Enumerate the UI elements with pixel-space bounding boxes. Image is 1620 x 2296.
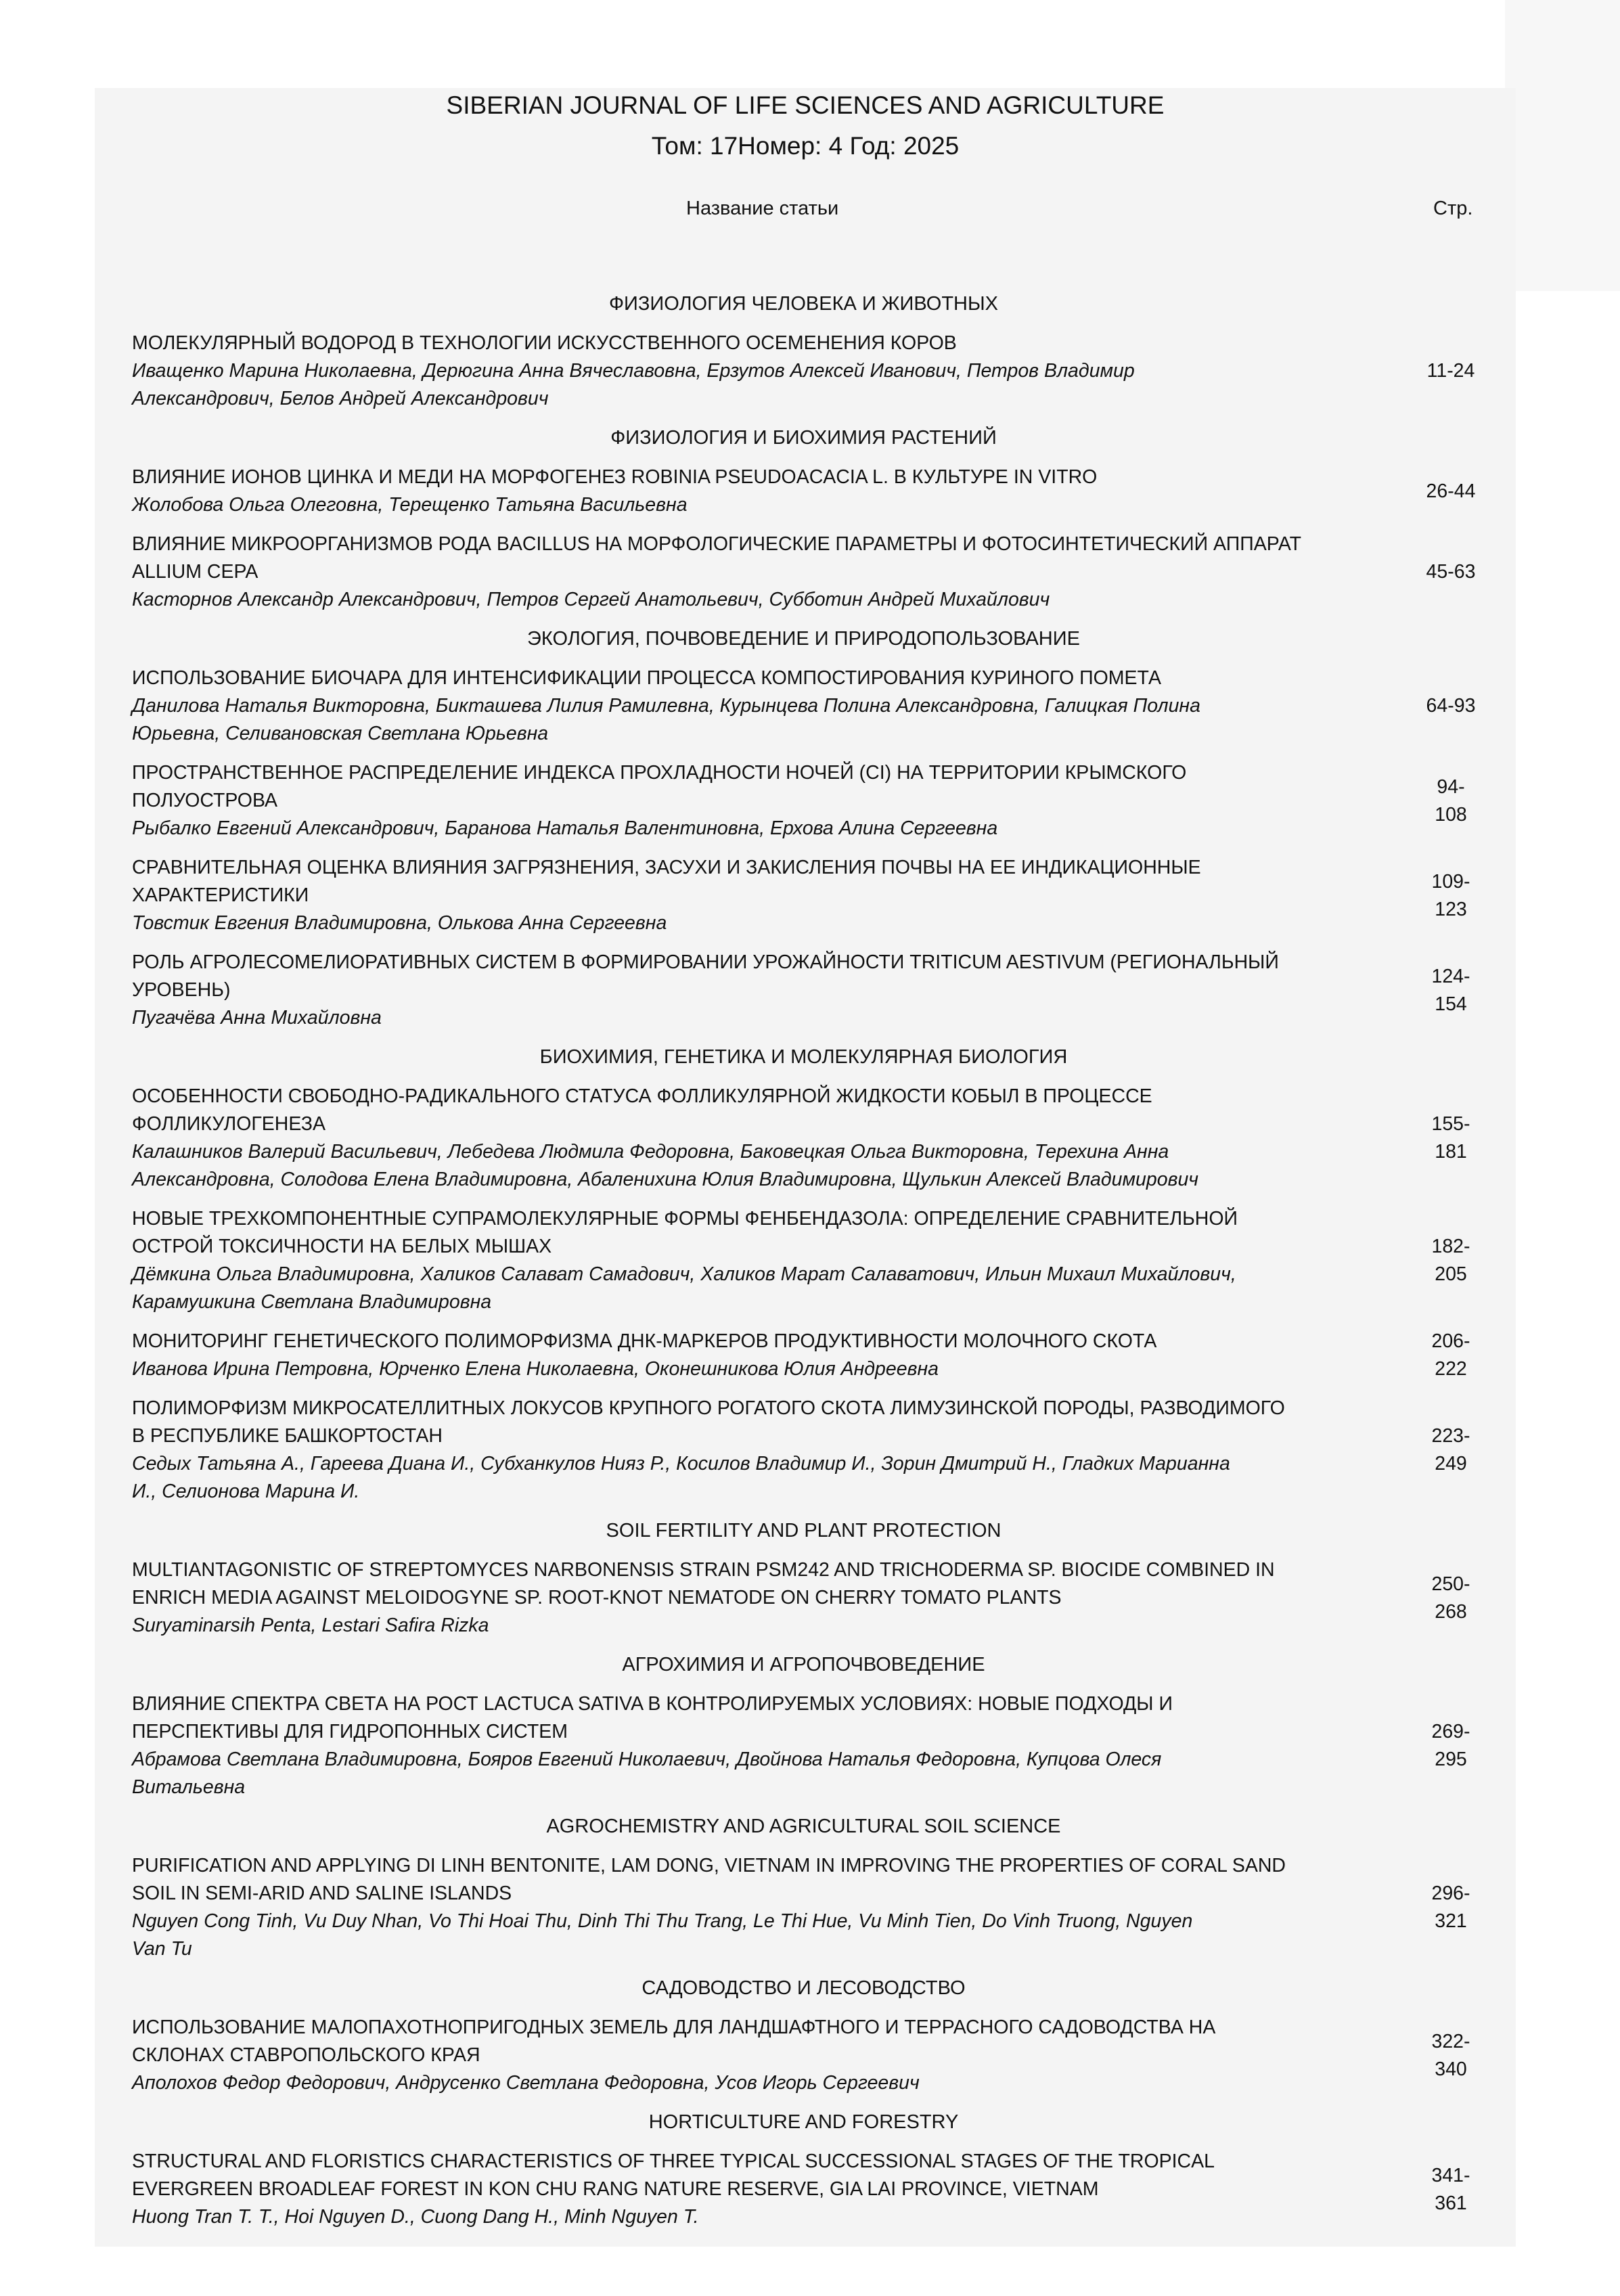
article-info — [132, 1690, 1411, 1801]
article-authors: Аполохов Федор Федорович, Андрусенко Светлана Федоровна, Усов Игорь Сергеевич — [132, 2072, 920, 2094]
article-entry[interactable] — [132, 1395, 1489, 1506]
article-pages: 109-123 — [1431, 870, 1470, 920]
article-authors: И., Селионова Марина И. — [132, 1481, 360, 1502]
article-entry[interactable] — [132, 1690, 1489, 1801]
article-info — [132, 464, 1411, 519]
journal-title: SIBERIAN JOURNAL OF LIFE SCIENCES AND AGRICULTURE — [446, 91, 1165, 119]
article-title[interactable]: PURIFICATION AND APPLYING DI LINH BENTONITE, LAM DONG, VIETNAM IN IMPROVING THE PROPERTIES OF CORAL SAND — [132, 1855, 1286, 1876]
article-pages: 182-205 — [1431, 1236, 1470, 1285]
article-authors: Huong Tran T. T., Hoi Nguyen D., Cuong Dang H., Minh Nguyen T. — [132, 2206, 699, 2228]
article-title[interactable]: В РЕСПУБЛИКЕ БАШКОРТОСТАН — [132, 1425, 443, 1447]
article-title[interactable]: ВЛИЯНИЕ МИКРООРГАНИЗМОВ РОДА BACILLUS НА МОРФОЛОГИЧЕСКИЕ ПАРАМЕТРЫ И ФОТОСИНТЕТИЧЕСКИЙ АППАРАТ — [132, 533, 1302, 555]
article-info — [132, 759, 1411, 842]
article-title[interactable]: ALLIUM CEPA — [132, 561, 258, 583]
article-pages: 64-93 — [1426, 695, 1476, 717]
section-heading: SOIL FERTILITY AND PLANT PROTECTION — [606, 1520, 1002, 1541]
article-pages: 124-154 — [1431, 965, 1470, 1015]
article-authors: Данилова Наталья Викторовна, Бикташева Лилия Рамилевна, Курынцева Полина Александровна, Галицкая Полина — [132, 695, 1200, 717]
article-authors: Nguyen Cong Tinh, Vu Duy Nhan, Vo Thi Hoai Thu, Dinh Thi Thu Trang, Le Thi Hue, Vu Minh Tien, Do Vinh Truong, Nguyen — [132, 1910, 1193, 1932]
article-title[interactable]: EVERGREEN BROADLEAF FOREST IN KON CHU RANG NATURE RESERVE, GIA LAI PROVINCE, VIETNAM — [132, 2178, 1099, 2200]
article-title[interactable]: ФОЛЛИКУЛОГЕНЕЗА — [132, 1113, 325, 1135]
article-entry[interactable] — [132, 2148, 1489, 2231]
article-title[interactable]: ВЛИЯНИЕ ИОНОВ ЦИНКА И МЕДИ НА МОРФОГЕНЕЗ ROBINIA PSEUDOACACIA L. В КУЛЬТУРЕ IN VITRO — [132, 466, 1098, 488]
article-title[interactable]: ПОЛИМОРФИЗМ МИКРОСАТЕЛЛИТНЫХ ЛОКУСОВ КРУПНОГО РОГАТОГО СКОТА ЛИМУЗИНСКОЙ ПОРОДЫ, РАЗВОДИМОГО — [132, 1397, 1285, 1419]
article-info — [132, 1852, 1411, 1963]
article-authors: Жолобова Ольга Олеговна, Терещенко Татьяна Васильевна — [132, 494, 688, 516]
article-authors: Калашников Валерий Васильевич, Лебедева Людмила Федоровна, Баковецкая Ольга Викторовна, Терехина Анна — [132, 1141, 1169, 1163]
article-title[interactable]: ПРОСТРАНСТВЕННОЕ РАСПРЕДЕЛЕНИЕ ИНДЕКСА ПРОХЛАДНОСТИ НОЧЕЙ (CI) НА ТЕРРИТОРИИ КРЫМСКОГО — [132, 762, 1187, 784]
article-info — [132, 665, 1411, 748]
article-authors: Дёмкина Ольга Владимировна, Халиков Салават Самадович, Халиков Марат Салаватович, Ильин Михаил Михайлович, — [132, 1263, 1236, 1285]
article-title[interactable]: НОВЫЕ ТРЕХКОМПОНЕНТНЫЕ СУПРАМОЛЕКУЛЯРНЫЕ ФОРМЫ ФЕНБЕНДАЗОЛА: ОПРЕДЕЛЕНИЕ СРАВНИТЕЛЬНОЙ — [132, 1208, 1238, 1230]
page-margin-strip — [1505, 0, 1620, 291]
article-title[interactable]: СКЛОНАХ СТАВРОПОЛЬСКОГО КРАЯ — [132, 2044, 480, 2066]
article-authors: Пугачёва Анна Михайловна — [132, 1007, 382, 1029]
article-authors: Иващенко Марина Николаевна, Дерюгина Анна Вячеславовна, Ерзутов Алексей Иванович, Петров Владимир — [132, 360, 1135, 382]
article-info — [132, 854, 1411, 937]
article-authors: Абрамова Светлана Владимировна, Бояров Евгений Николаевич, Двойнова Наталья Федоровна, Купцова Олеся — [132, 1749, 1162, 1770]
article-title[interactable]: ХАРАКТЕРИСТИКИ — [132, 884, 309, 906]
article-entry[interactable] — [132, 665, 1489, 748]
article-entry[interactable] — [132, 531, 1489, 614]
article-title[interactable]: МОНИТОРИНГ ГЕНЕТИЧЕСКОГО ПОЛИМОРФИЗМА ДНК-МАРКЕРОВ ПРОДУКТИВНОСТИ МОЛОЧНОГО СКОТА — [132, 1330, 1157, 1352]
article-authors: Касторнов Александр Александрович, Петров Сергей Анатольевич, Субботин Андрей Михайлович — [132, 589, 1050, 610]
article-authors: Александровна, Солодова Елена Владимировна, Абаленихина Юлия Владимировна, Щулькин Алексей Владимирович — [132, 1169, 1199, 1190]
article-info — [132, 1328, 1411, 1383]
article-authors: Витальевна — [132, 1776, 246, 1798]
article-pages: 94-108 — [1435, 775, 1467, 826]
section-heading: ЭКОЛОГИЯ, ПОЧВОВЕДЕНИЕ И ПРИРОДОПОЛЬЗОВАНИЕ — [527, 628, 1080, 650]
issue-info: Том: 17Номер: 4 Год: 2025 — [651, 132, 960, 160]
article-entry[interactable] — [132, 464, 1489, 519]
article-info — [132, 1083, 1411, 1194]
article-info — [132, 2014, 1411, 2097]
article-info — [132, 330, 1411, 413]
section-heading: БИОХИМИЯ, ГЕНЕТИКА И МОЛЕКУЛЯРНАЯ БИОЛОГИЯ — [539, 1046, 1068, 1068]
article-title[interactable]: РОЛЬ АГРОЛЕСОМЕЛИОРАТИВНЫХ СИСТЕМ В ФОРМИРОВАНИИ УРОЖАЙНОСТИ TRITICUM AESTIVUM (РЕГИОНАЛЬНЫЙ — [132, 951, 1279, 973]
article-entry[interactable] — [132, 1556, 1489, 1640]
section-heading: ФИЗИОЛОГИЯ И БИОХИМИЯ РАСТЕНИЙ — [610, 427, 997, 449]
article-authors: Иванова Ирина Петровна, Юрченко Елена Николаевна, Оконешникова Юлия Андреевна — [132, 1358, 939, 1380]
article-authors: Рыбалко Евгений Александрович, Баранова Наталья Валентиновна, Ерхова Алина Сергеевна — [132, 817, 998, 839]
article-authors: Товстик Евгения Владимировна, Олькова Анна Сергеевна — [132, 912, 667, 934]
article-title[interactable]: SOIL IN SEMI-ARID AND SALINE ISLANDS — [132, 1883, 512, 1904]
article-entry[interactable] — [132, 854, 1489, 937]
article-pages: 45-63 — [1426, 561, 1476, 583]
article-info — [132, 2148, 1411, 2231]
article-title[interactable]: STRUCTURAL AND FLORISTICS CHARACTERISTICS OF THREE TYPICAL SUCCESSIONAL STAGES OF THE TROPICAL — [132, 2151, 1215, 2172]
section-heading: АГРОХИМИЯ И АГРОПОЧВОВЕДЕНИЕ — [622, 1654, 985, 1675]
article-pages: 341-361 — [1431, 2164, 1470, 2214]
article-entry[interactable] — [132, 949, 1489, 1032]
article-authors: Седых Татьяна А., Гареева Диана И., Субханкулов Нияз Р., Косилов Владимир И., Зорин Дмитрий Н., Гладких Марианна — [132, 1453, 1230, 1475]
article-title[interactable]: ВЛИЯНИЕ СПЕКТРА СВЕТА НА РОСТ LACTUCA SATIVA В КОНТРОЛИРУЕМЫХ УСЛОВИЯХ: НОВЫЕ ПОДХОДЫ И — [132, 1693, 1173, 1715]
article-title[interactable]: ПЕРСПЕКТИВЫ ДЛЯ ГИДРОПОННЫХ СИСТЕМ — [132, 1721, 568, 1742]
article-title[interactable]: СРАВНИТЕЛЬНАЯ ОЦЕНКА ВЛИЯНИЯ ЗАГРЯЗНЕНИЯ, ЗАСУХИ И ЗАКИСЛЕНИЯ ПОЧВЫ НА ЕЕ ИНДИКАЦИОННЫЕ — [132, 857, 1201, 878]
article-title[interactable]: ИСПОЛЬЗОВАНИЕ МАЛОПАХОТНОПРИГОДНЫХ ЗЕМЕЛЬ ДЛЯ ЛАНДШАФТНОГО И ТЕРРАСНОГО САДОВОДСТВА НА — [132, 2017, 1216, 2038]
article-pages: 155-181 — [1431, 1113, 1470, 1163]
table-of-contents — [132, 290, 1489, 2243]
article-title[interactable]: ОСТРОЙ ТОКСИЧНОСТИ НА БЕЛЫХ МЫШАХ — [132, 1236, 552, 1257]
article-pages: 296-321 — [1431, 1883, 1470, 1932]
article-title[interactable]: MULTIANTAGONISTIC OF STREPTOMYCES NARBONENSIS STRAIN PSM242 AND TRICHODERMA SP. BIOCIDE COMBINED IN — [132, 1559, 1275, 1581]
article-info — [132, 1395, 1411, 1506]
section-heading: AGROCHEMISTRY AND AGRICULTURAL SOIL SCIENCE — [546, 1816, 1061, 1837]
article-entry[interactable] — [132, 1328, 1489, 1383]
article-pages: 223-249 — [1431, 1425, 1470, 1475]
article-entry[interactable] — [132, 1852, 1489, 1963]
article-entry[interactable] — [132, 1083, 1489, 1194]
section-heading: САДОВОДСТВО И ЛЕСОВОДСТВО — [642, 1977, 966, 1999]
article-entry[interactable] — [132, 759, 1489, 842]
section-heading: HORTICULTURE AND FORESTRY — [648, 2111, 959, 2133]
article-title[interactable]: ENRICH MEDIA AGAINST MELOIDOGYNE SP. ROOT-KNOT NEMATODE ON CHERRY TOMATO PLANTS — [132, 1587, 1062, 1608]
article-info — [132, 1556, 1411, 1640]
article-entry[interactable] — [132, 2014, 1489, 2097]
article-pages: 206-222 — [1431, 1330, 1470, 1380]
column-header-title: Название статьи — [686, 198, 839, 219]
article-pages: 26-44 — [1426, 480, 1476, 502]
article-title[interactable]: МОЛЕКУЛЯРНЫЙ ВОДОРОД В ТЕХНОЛОГИИ ИСКУССТВЕННОГО ОСЕМЕНЕНИЯ КОРОВ — [132, 332, 957, 354]
article-entry[interactable] — [132, 330, 1489, 413]
article-title[interactable]: УРОВЕНЬ) — [132, 979, 231, 1001]
article-pages: 11-24 — [1426, 360, 1475, 382]
article-pages: 322-340 — [1431, 2030, 1470, 2080]
article-info — [132, 1205, 1411, 1316]
article-pages: 269-295 — [1431, 1721, 1470, 1770]
section-heading: ФИЗИОЛОГИЯ ЧЕЛОВЕКА И ЖИВОТНЫХ — [609, 293, 998, 315]
article-entry[interactable] — [132, 1205, 1489, 1316]
article-title[interactable]: ОСОБЕННОСТИ СВОБОДНО-РАДИКАЛЬНОГО СТАТУСА ФОЛЛИКУЛЯРНОЙ ЖИДКОСТИ КОБЫЛ В ПРОЦЕССЕ — [132, 1085, 1152, 1107]
article-info — [132, 949, 1411, 1032]
article-title[interactable]: ИСПОЛЬЗОВАНИЕ БИОЧАРА ДЛЯ ИНТЕНСИФИКАЦИИ ПРОЦЕССА КОМПОСТИРОВАНИЯ КУРИНОГО ПОМЕТА — [132, 667, 1161, 689]
article-authors: Suryaminarsih Penta, Lestari Safira Rizka — [132, 1615, 489, 1636]
article-title[interactable]: ПОЛУОСТРОВА — [132, 790, 278, 811]
column-header-pages: Стр. — [1433, 198, 1473, 219]
article-authors: Карамушкина Светлана Владимировна — [132, 1291, 492, 1313]
article-authors: Van Tu — [132, 1938, 192, 1960]
article-pages: 250-268 — [1431, 1573, 1470, 1623]
article-info — [132, 531, 1411, 614]
article-authors: Александрович, Белов Андрей Александрович — [132, 388, 549, 409]
article-authors: Юрьевна, Селивановская Светлана Юрьевна — [132, 723, 549, 744]
